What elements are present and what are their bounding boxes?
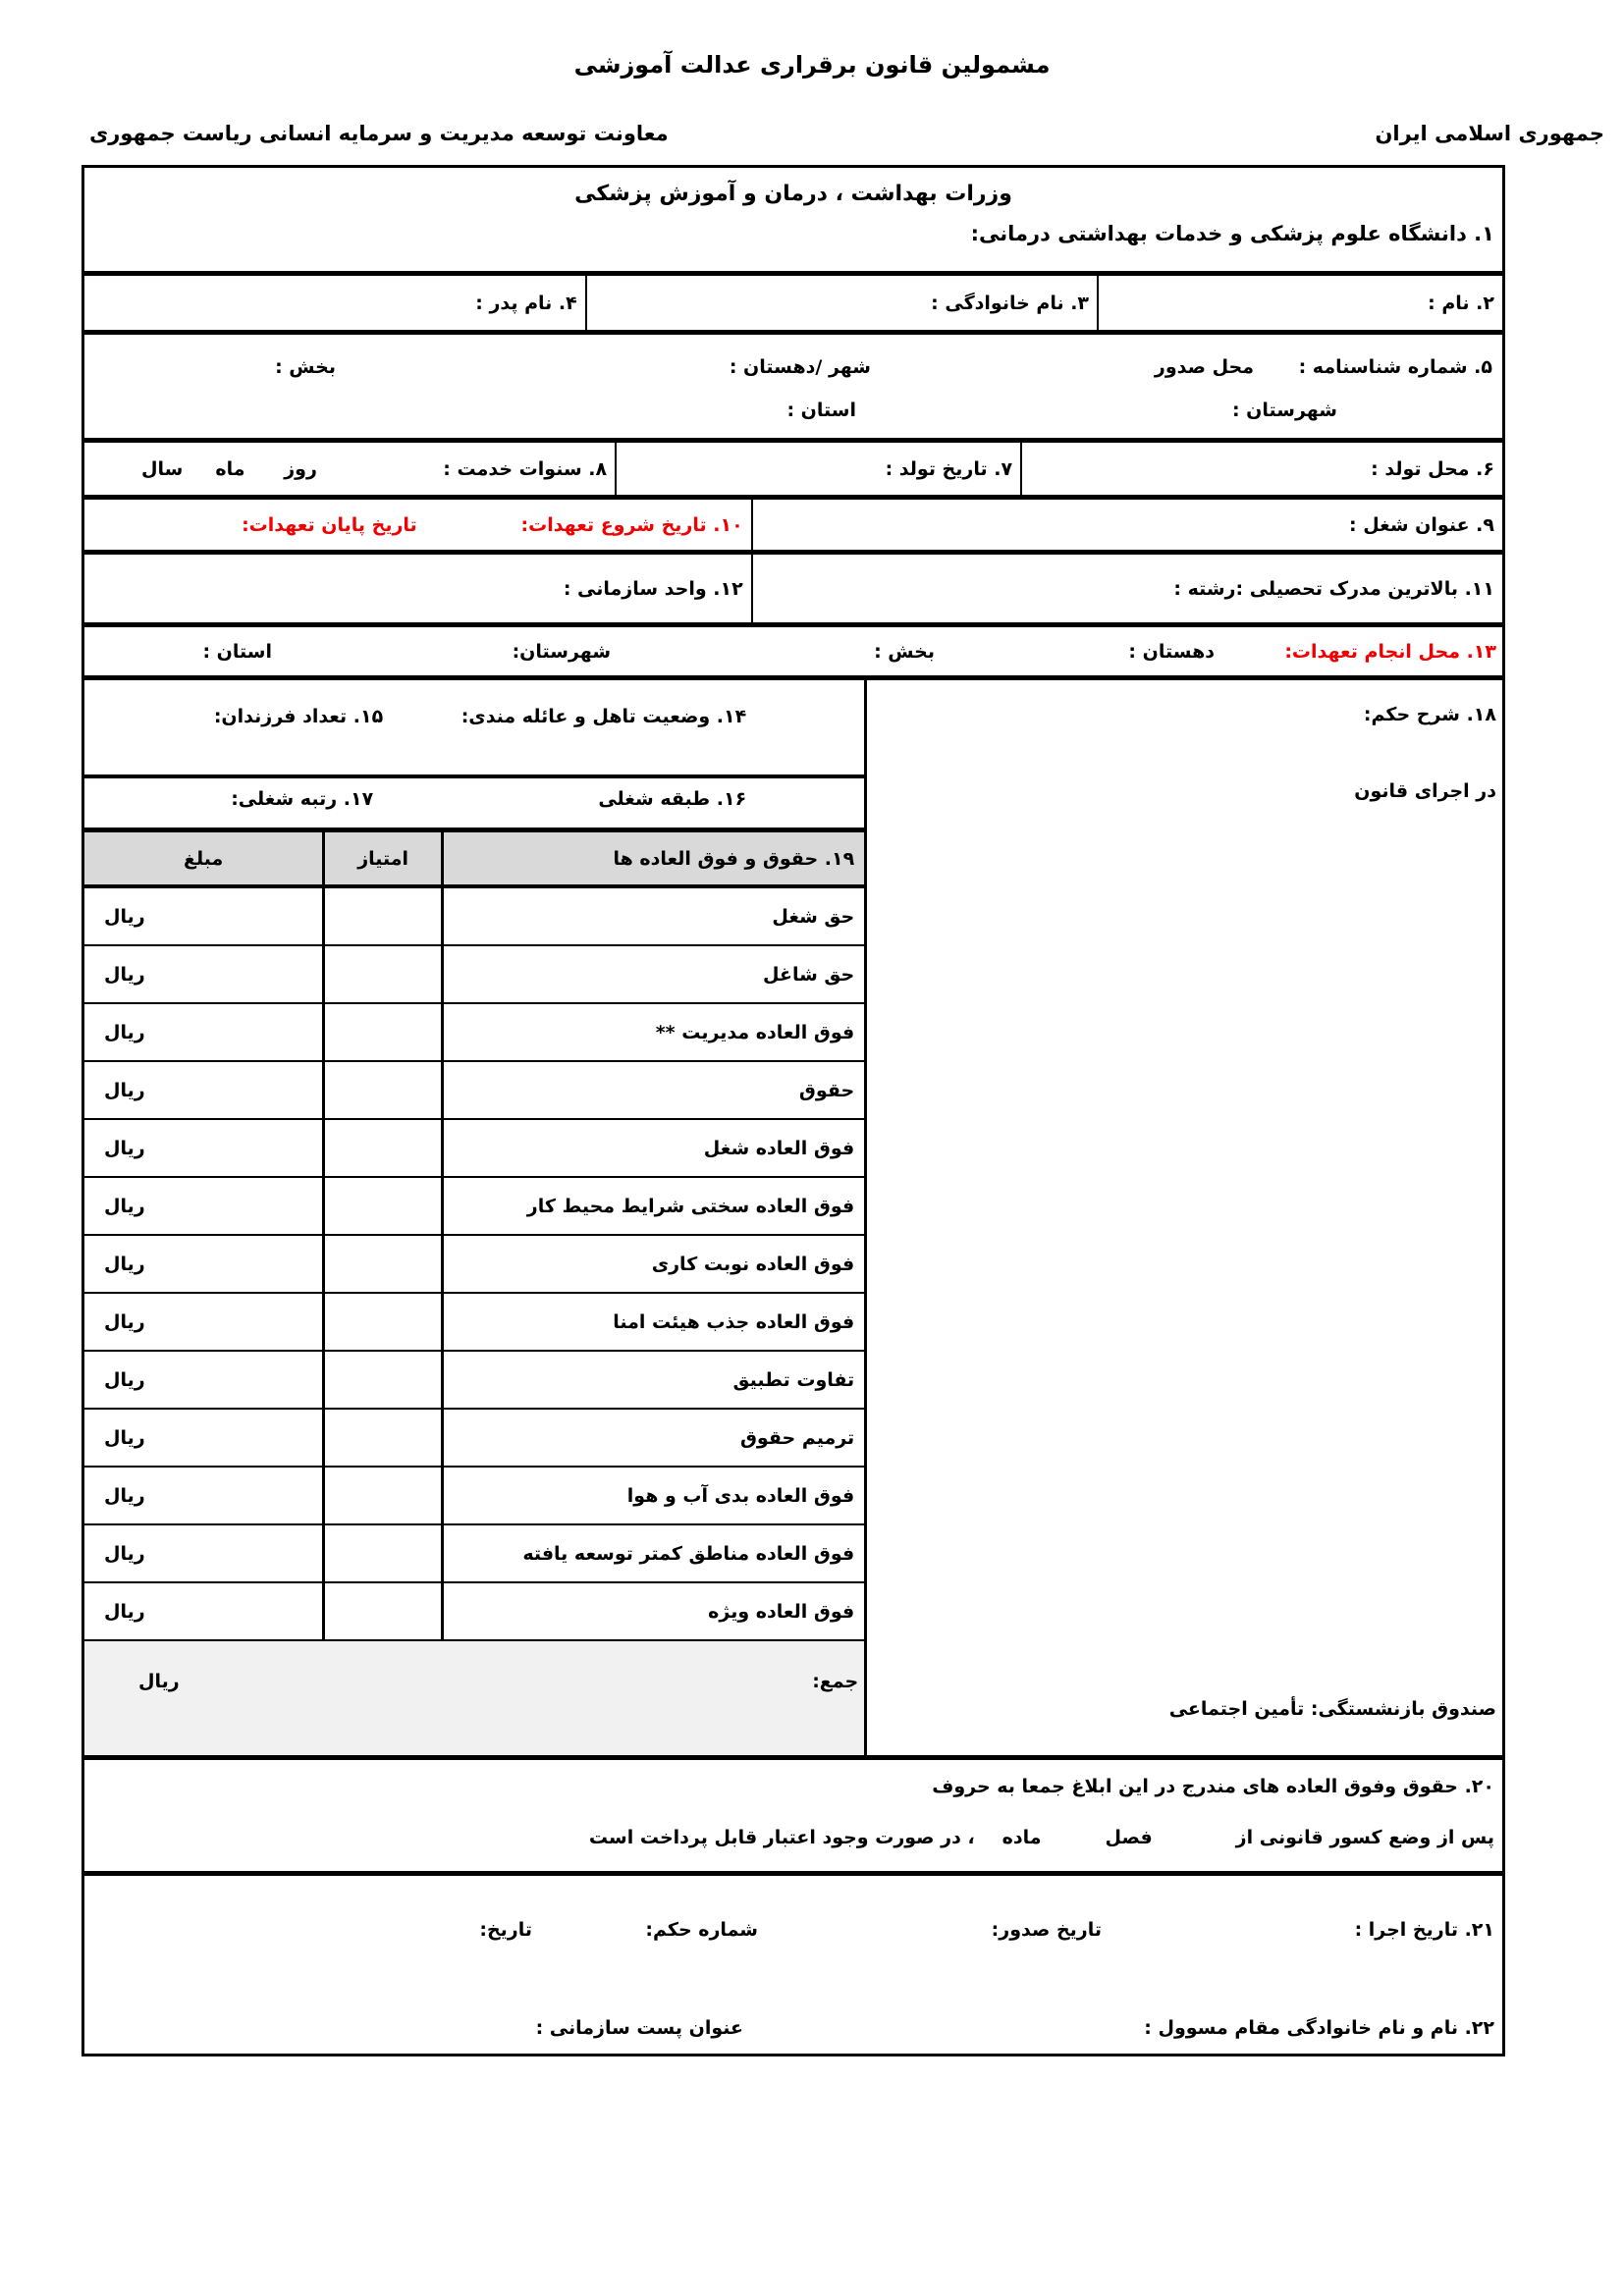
family-name-field <box>585 276 1097 330</box>
salary-table-row <box>84 1583 864 1641</box>
currency-label: ریال <box>104 1600 145 1623</box>
currency-label: ریال <box>104 1195 145 1217</box>
org-post-label: عنوان پست سازمانی : <box>535 2017 743 2039</box>
salary-table-body <box>84 888 864 1641</box>
village-label: دهستان : <box>1128 641 1215 663</box>
commitment-start-label: ۱۰. تاریخ شروع تعهدات: <box>520 514 743 536</box>
salary-item-label: فوق العاده جذب هیئت امنا <box>441 1294 864 1350</box>
county2-label: شهرستان: <box>512 641 611 663</box>
decree-body-line: در اجرای قانون <box>1354 780 1496 802</box>
section-signature <box>84 1876 1502 2054</box>
city-village-label: شهر /دهستان : <box>729 356 871 378</box>
salary-item-label: فوق العاده مناطق کمتر توسعه یافته <box>441 1525 864 1581</box>
section-total-in-words <box>84 1760 1502 1876</box>
section-names <box>84 276 1502 335</box>
salary-item-score-cell <box>322 1178 441 1234</box>
currency-label: ریال <box>104 1484 145 1507</box>
father-name-label: ۴. نام پدر : <box>475 292 577 314</box>
salary-item-label: فوق العاده سختی شرایط محیط کار <box>441 1178 864 1234</box>
currency-label: ریال <box>104 1310 145 1333</box>
currency-label: ریال <box>104 1137 145 1159</box>
father-name-field <box>84 276 585 330</box>
salary-item-amount-cell <box>84 1236 322 1292</box>
salary-item-amount-cell <box>84 1062 322 1118</box>
salary-item-score-cell <box>322 888 441 944</box>
day-month-year-label: روز ماه سال <box>141 458 317 480</box>
university-field: ۱. دانشگاه علوم پزشکی و خدمات بهداشتی درمانی: <box>970 222 1494 245</box>
date-label: تاریخ: <box>479 1919 532 1941</box>
salary-item-label: فوق العاده مدیریت ** <box>441 1004 864 1060</box>
section-degree <box>84 555 1502 627</box>
children-count-label: ۱۵. تعداد فرزندان: <box>213 706 384 727</box>
currency-label: ریال <box>104 1426 145 1449</box>
family-name-label: ۳. نام خانوادگی : <box>931 292 1090 314</box>
degree-label: ۱۱. بالاترین مدرک تحصیلی : <box>1235 577 1494 600</box>
district-label: بخش : <box>275 356 336 378</box>
birth-place-label: ۶. محل تولد : <box>1371 457 1494 480</box>
chapter-label: فصل <box>1105 1827 1153 1848</box>
currency-label: ریال <box>104 963 145 986</box>
job-title-label: ۹. عنوان شغل : <box>1348 513 1494 536</box>
salary-item-amount-cell <box>84 946 322 1002</box>
salary-item-amount-cell <box>84 1525 322 1581</box>
decree-description-label: ۱۸. شرح حکم: <box>1363 704 1496 725</box>
salary-table-row <box>84 1062 864 1120</box>
commitment-end-label: تاریخ پایان تعهدات: <box>242 514 417 536</box>
section-commitment-place <box>84 627 1502 680</box>
salary-table-row <box>84 1352 864 1410</box>
header-country: جمهوری اسلامی ایران <box>1375 122 1604 145</box>
salary-item-score-cell <box>322 1468 441 1523</box>
salary-header-amount: مبلغ <box>184 847 224 870</box>
degree-field <box>751 555 1502 622</box>
salary-table-row <box>84 1236 864 1294</box>
salary-table <box>84 832 864 1755</box>
currency-label: ریال <box>104 1079 145 1101</box>
birth-date-field <box>615 443 1020 495</box>
salary-item-label: تفاوت تطبیق <box>441 1352 864 1408</box>
salary-item-amount-cell <box>84 1294 322 1350</box>
salary-item-label: فوق العاده بدی آب و هوا <box>441 1468 864 1523</box>
birth-date-label: ۷. تاریخ تولد : <box>885 457 1013 480</box>
salary-item-amount-cell <box>84 1410 322 1466</box>
exec-date-label: ۲۱. تاریخ اجرا : <box>1354 1919 1494 1941</box>
job-rank-label: ۱۷. رتبه شغلی: <box>231 788 374 810</box>
decree-number-label: شماره حکم: <box>645 1919 758 1941</box>
name-label: ۲. نام : <box>1428 292 1494 314</box>
document-title: مشمولین قانون برقراری عدالت آموزشی <box>573 51 1051 79</box>
left-column <box>84 680 864 1755</box>
section-id-card <box>84 335 1502 443</box>
decree-description-area <box>864 680 1502 1755</box>
currency-label: ریال <box>104 905 145 928</box>
salary-table-row <box>84 1294 864 1352</box>
deduction-seg4: ، در صورت وجود اعتبار قابل پرداخت است <box>588 1827 975 1848</box>
currency-label: ریال <box>104 1253 145 1275</box>
major-label: رشته : <box>1173 577 1236 600</box>
salary-table-row <box>84 1410 864 1468</box>
salary-item-amount-cell <box>84 1583 322 1639</box>
salary-item-label: فوق العاده ویژه <box>441 1583 864 1639</box>
province-label: استان : <box>786 400 856 421</box>
salary-item-label: فوق العاده نوبت کاری <box>441 1236 864 1292</box>
commitment-place-label: ۱۳. محل انجام تعهدات: <box>1284 641 1496 663</box>
salary-total-row <box>84 1641 864 1755</box>
issue-date-label: تاریخ صدور: <box>991 1919 1102 1941</box>
org-unit-label: ۱۲. واحد سازمانی : <box>563 577 743 600</box>
salary-item-score-cell <box>322 1120 441 1176</box>
salary-item-score-cell <box>322 1236 441 1292</box>
org-unit-field <box>84 555 751 622</box>
salary-item-label: ترمیم حقوق <box>441 1410 864 1466</box>
marital-status-label: ۱۴. وضعیت تاهل و عائله مندی: <box>460 706 747 727</box>
section-main-split <box>84 680 1502 1760</box>
official-name-label: ۲۲. نام و نام خانوادگی مقام مسوول : <box>1144 2017 1494 2039</box>
total-label: جمع: <box>812 1671 859 1692</box>
salary-item-amount-cell <box>84 888 322 944</box>
id-number-label: ۵. شماره شناسنامه : <box>1298 356 1492 378</box>
salary-table-header <box>84 832 864 888</box>
commitment-dates-field <box>84 500 751 550</box>
currency-label: ریال <box>104 1368 145 1391</box>
name-field <box>1097 276 1502 330</box>
county-label: شهرستان : <box>1231 400 1337 421</box>
salary-item-score-cell <box>322 1352 441 1408</box>
district2-label: بخش : <box>874 641 935 663</box>
salary-table-row <box>84 1525 864 1583</box>
currency-label: ریال <box>104 1542 145 1565</box>
currency-label: ریال <box>104 1021 145 1043</box>
total-currency-label: ریال <box>138 1671 180 1692</box>
salary-item-score-cell <box>322 1583 441 1639</box>
salary-table-row <box>84 946 864 1004</box>
salary-item-amount-cell <box>84 1352 322 1408</box>
salary-item-score-cell <box>322 1294 441 1350</box>
salary-item-amount-cell <box>84 1004 322 1060</box>
header-deputy: معاونت توسعه مدیریت و سرمایه انسانی ریاست جمهوری <box>89 122 669 145</box>
salary-item-score-cell <box>322 946 441 1002</box>
deduction-line <box>589 1827 1494 1848</box>
salary-item-amount-cell <box>84 1178 322 1234</box>
province2-label: استان : <box>202 641 272 663</box>
salary-item-label: حقوق <box>441 1062 864 1118</box>
section-birth <box>84 443 1502 500</box>
service-years-label: ۸. سنوات خدمت : <box>443 457 608 480</box>
birth-place-field <box>1020 443 1502 495</box>
salary-item-score-cell <box>322 1004 441 1060</box>
section-marital <box>84 680 864 778</box>
section-ministry <box>84 168 1502 276</box>
salary-item-label: حق شاغل <box>441 946 864 1002</box>
job-class-label: ۱۶. طبقه شغلی <box>598 788 747 810</box>
salary-table-row <box>84 888 864 946</box>
ministry-title: وزرات بهداشت ، درمان و آموزش پزشکی <box>574 182 1012 206</box>
salary-item-label: فوق العاده شغل <box>441 1120 864 1176</box>
salary-table-row <box>84 1120 864 1178</box>
salary-item-score-cell <box>322 1062 441 1118</box>
form-box <box>81 165 1505 2056</box>
job-title-field <box>751 500 1502 550</box>
salary-header-title: ۱۹. حقوق و فوق العاده ها <box>441 832 864 884</box>
section-job-class <box>84 778 864 832</box>
salary-table-row <box>84 1468 864 1525</box>
salary-header-score: امتیاز <box>322 832 441 884</box>
total-in-words-label: ۲۰. حقوق وفوق العاده های مندرج در این ابلاغ جمعا به حروف <box>932 1776 1494 1797</box>
salary-item-score-cell <box>322 1525 441 1581</box>
salary-table-row <box>84 1004 864 1062</box>
section-job-title <box>84 500 1502 555</box>
article-label: ماده <box>1001 1827 1042 1848</box>
deduction-seg1: پس از وضع کسور قانونی از <box>1235 1827 1494 1848</box>
pension-fund-label: صندوق بازنشستگی: تأمین اجتماعی <box>1168 1698 1496 1720</box>
salary-item-label: حق شغل <box>441 888 864 944</box>
salary-item-score-cell <box>322 1410 441 1466</box>
service-years-field <box>84 443 615 495</box>
salary-table-row <box>84 1178 864 1236</box>
issue-place-label: محل صدور <box>1154 356 1254 378</box>
salary-item-amount-cell <box>84 1120 322 1176</box>
salary-item-amount-cell <box>84 1468 322 1523</box>
